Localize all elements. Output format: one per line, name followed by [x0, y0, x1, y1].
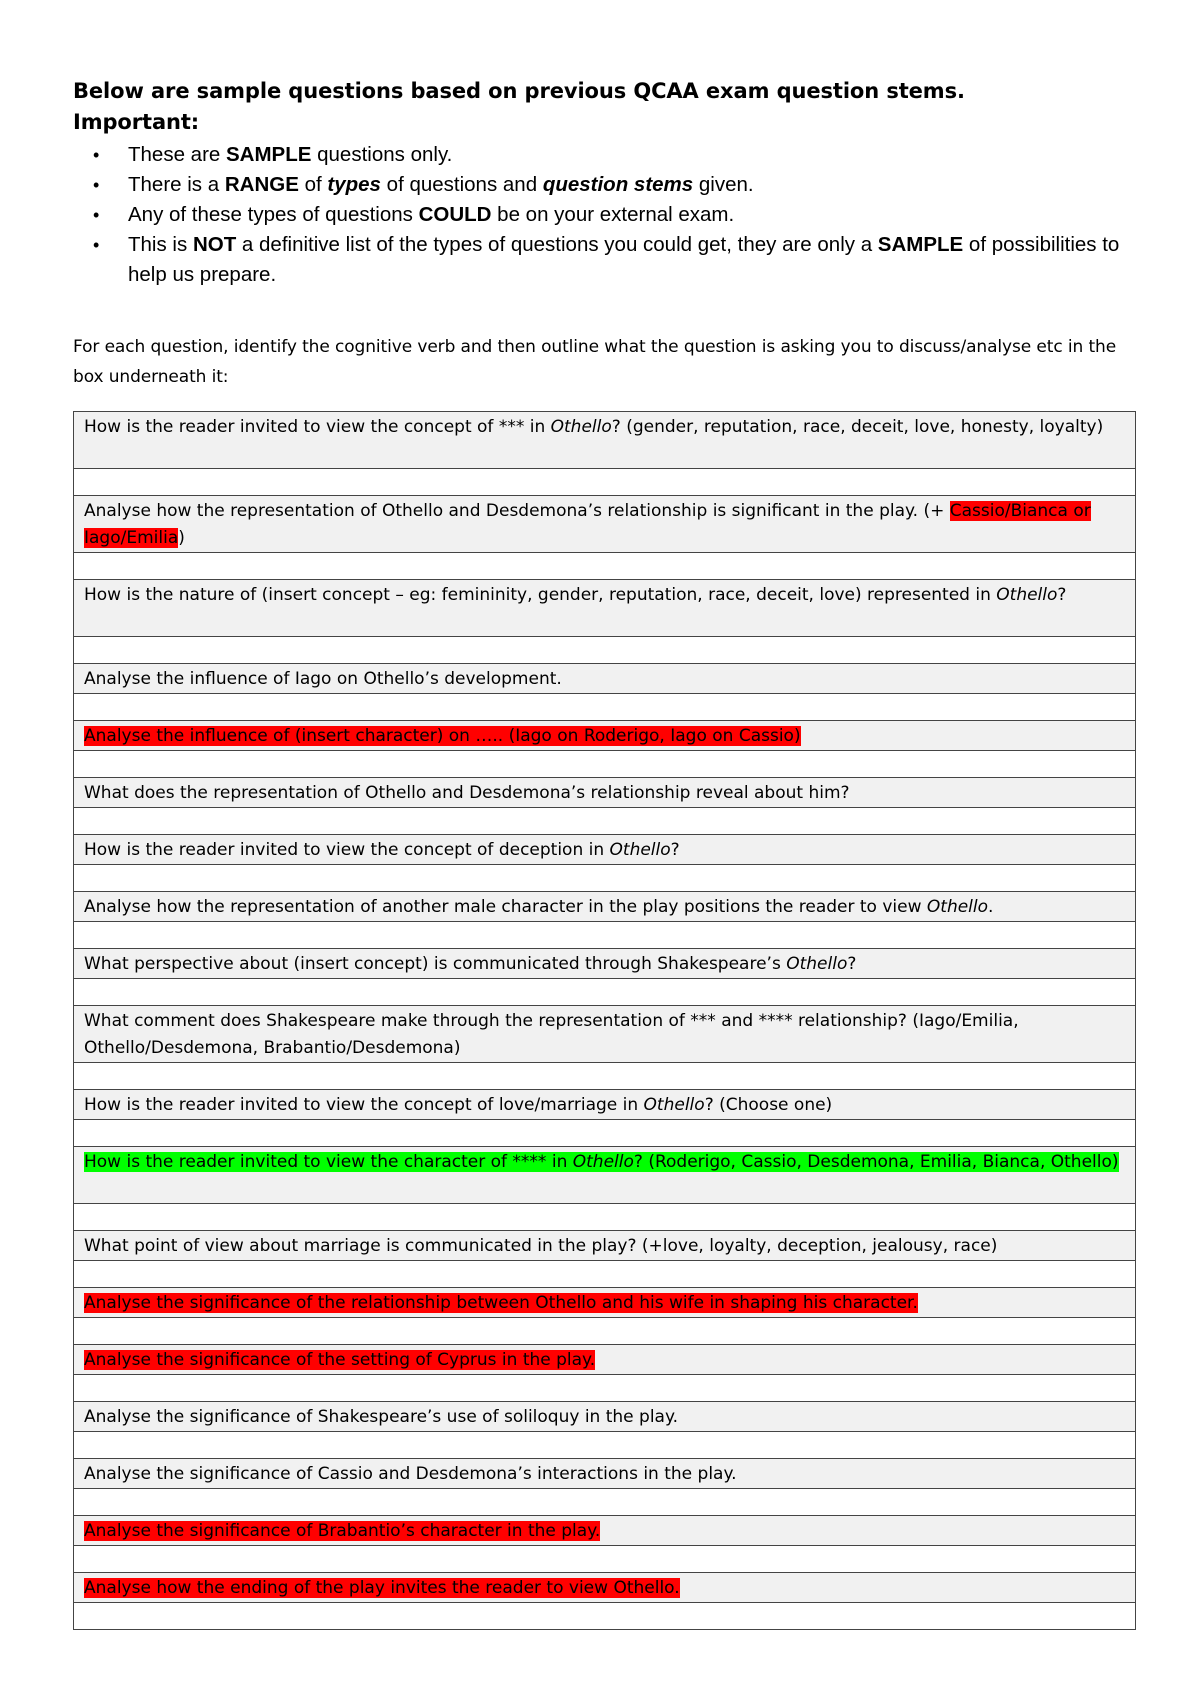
bullet-icon: •: [93, 175, 100, 195]
answer-cell[interactable]: [74, 694, 1136, 721]
bullet-icon: •: [93, 235, 100, 255]
question-row: [74, 1459, 1136, 1489]
question-row: [74, 496, 1136, 553]
question-cell: Analyse how the representation of Othello and Desdemona’s relationship is significant in the play. (+ Cassio/Bianca or Iago/Emilia): [74, 496, 1136, 553]
question-row: [74, 1402, 1136, 1432]
answer-row[interactable]: [74, 1375, 1136, 1402]
question-cell: Analyse the significance of Shakespeare’s use of soliloquy in the play.: [74, 1402, 1136, 1432]
answer-cell[interactable]: [74, 865, 1136, 892]
answer-row[interactable]: [74, 553, 1136, 580]
answer-cell[interactable]: [74, 1120, 1136, 1147]
bullet-icon: •: [93, 205, 100, 225]
document-page: [73, 76, 1135, 409]
question-row: [74, 1231, 1136, 1261]
question-cell: What perspective about (insert concept) is communicated through Shakespeare’s Othello?: [74, 949, 1136, 979]
answer-cell[interactable]: [74, 469, 1136, 496]
answer-row[interactable]: [74, 1489, 1136, 1516]
question-cell: Analyse the significance of Cassio and Desdemona’s interactions in the play.: [74, 1459, 1136, 1489]
question-cell: Analyse the significance of Brabantio’s character in the play.: [74, 1516, 1136, 1546]
question-row: [74, 721, 1136, 751]
answer-cell[interactable]: [74, 979, 1136, 1006]
question-row: [74, 580, 1136, 637]
answer-row[interactable]: [74, 979, 1136, 1006]
bullet-item: • Any of these types of questions COULD be on your external exam.: [73, 200, 1135, 230]
bullet-item: • These are SAMPLE questions only.: [73, 140, 1135, 170]
answer-row[interactable]: [74, 469, 1136, 496]
question-cell: Analyse the significance of the setting of Cyprus in the play.: [74, 1345, 1136, 1375]
page-heading: Below are sample questions based on previous QCAA exam question stems.: [73, 79, 965, 103]
question-cell: Analyse the influence of (insert character) on ….. (Iago on Roderigo, Iago on Cassio): [74, 721, 1136, 751]
question-row: [74, 1573, 1136, 1603]
question-row: [74, 892, 1136, 922]
answer-row[interactable]: [74, 1318, 1136, 1345]
answer-cell[interactable]: [74, 1489, 1136, 1516]
answer-cell[interactable]: [74, 553, 1136, 580]
answer-row[interactable]: [74, 751, 1136, 778]
answer-row[interactable]: [74, 1120, 1136, 1147]
answer-cell[interactable]: [74, 1204, 1136, 1231]
question-row: [74, 1090, 1136, 1120]
question-cell: How is the reader invited to view the concept of *** in Othello? (gender, reputation, race, deceit, love, honesty, loyalty): [74, 412, 1136, 469]
question-row: [74, 1288, 1136, 1318]
bullet-item: • There is a RANGE of types of questions and question stems given.: [73, 170, 1135, 200]
question-cell: Analyse how the ending of the play invites the reader to view Othello.: [74, 1573, 1136, 1603]
question-cell: Analyse the significance of the relationship between Othello and his wife in shaping his character.: [74, 1288, 1136, 1318]
question-cell: How is the reader invited to view the concept of deception in Othello?: [74, 835, 1136, 865]
question-row: [74, 1516, 1136, 1546]
important-list: [73, 140, 1135, 290]
question-cell: How is the nature of (insert concept – eg: femininity, gender, reputation, race, deceit, love) represented in Othello?: [74, 580, 1136, 637]
answer-cell[interactable]: [74, 1318, 1136, 1345]
answer-cell[interactable]: [74, 751, 1136, 778]
answer-row[interactable]: [74, 694, 1136, 721]
question-row: [74, 1345, 1136, 1375]
answer-row[interactable]: [74, 808, 1136, 835]
answer-cell[interactable]: [74, 1063, 1136, 1090]
answer-row[interactable]: [74, 922, 1136, 949]
answer-row[interactable]: [74, 1063, 1136, 1090]
answer-cell[interactable]: [74, 1603, 1136, 1630]
bullet-item: • This is NOT a definitive list of the types of questions you could get, they are only a SAMPLE of possibilities to help us prepare.: [73, 230, 1135, 290]
answer-row[interactable]: [74, 1603, 1136, 1630]
answer-row[interactable]: [74, 1546, 1136, 1573]
question-row: [74, 1147, 1136, 1204]
question-row: [74, 949, 1136, 979]
answer-cell[interactable]: [74, 1546, 1136, 1573]
question-cell: What point of view about marriage is communicated in the play? (+love, loyalty, deception, jealousy, race): [74, 1231, 1136, 1261]
answer-cell[interactable]: [74, 637, 1136, 664]
bullet-icon: •: [93, 145, 100, 165]
question-cell: How is the reader invited to view the character of **** in Othello? (Roderigo, Cassio, Desdemona, Emilia, Bianca, Othello): [74, 1147, 1136, 1204]
answer-row[interactable]: [74, 865, 1136, 892]
answer-cell[interactable]: [74, 1375, 1136, 1402]
question-row: [74, 778, 1136, 808]
question-cell: Analyse how the representation of another male character in the play positions the reader to view Othello.: [74, 892, 1136, 922]
answer-row[interactable]: [74, 1432, 1136, 1459]
questions-table: [73, 411, 1136, 1630]
question-row: [74, 1006, 1136, 1063]
answer-cell[interactable]: [74, 808, 1136, 835]
question-row: [74, 835, 1136, 865]
question-cell: What does the representation of Othello and Desdemona’s relationship reveal about him?: [74, 778, 1136, 808]
question-row: [74, 412, 1136, 469]
instructions-text: For each question, identify the cognitive verb and then outline what the question is asking you to discuss/analyse etc in the box underneath it:: [73, 337, 1117, 387]
answer-row[interactable]: [74, 637, 1136, 664]
answer-row[interactable]: [74, 1261, 1136, 1288]
answer-cell[interactable]: [74, 1432, 1136, 1459]
question-cell: Analyse the influence of Iago on Othello’s development.: [74, 664, 1136, 694]
question-row: [74, 664, 1136, 694]
question-cell: How is the reader invited to view the concept of love/marriage in Othello? (Choose one): [74, 1090, 1136, 1120]
answer-cell[interactable]: [74, 1261, 1136, 1288]
answer-row[interactable]: [74, 1204, 1136, 1231]
answer-cell[interactable]: [74, 922, 1136, 949]
question-cell: What comment does Shakespeare make through the representation of *** and **** relationship? (Iago/Emilia, Othello/Desdemona, Brabantio/Desdemona): [74, 1006, 1136, 1063]
important-label: Important:: [73, 110, 200, 134]
